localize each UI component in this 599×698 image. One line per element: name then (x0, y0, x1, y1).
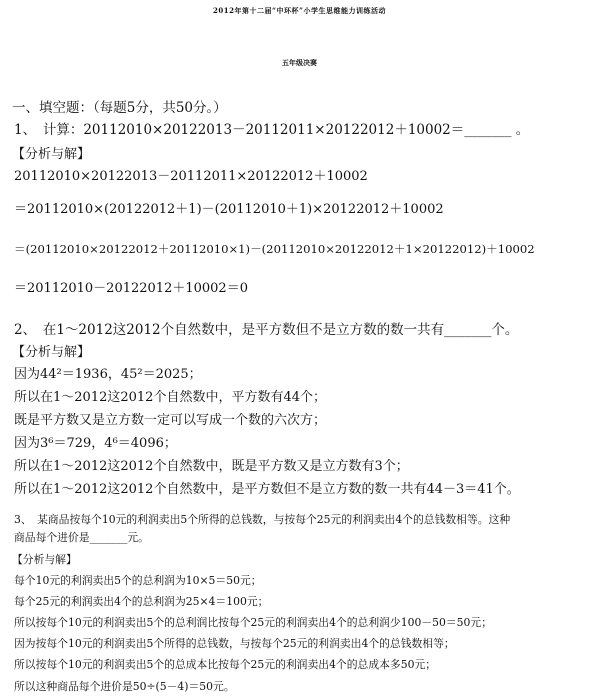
q3-line-4: 因为按每个10元的利润卖出5个所得的总钱数，与按每个25元的利润卖出4个的总钱数相等； (14, 637, 455, 650)
grade-subtitle: 五年级决赛 (282, 58, 317, 67)
q3-line-5: 所以按每个10元的利润卖出5个的总成本比按每个25元的利润卖出4个的总成本多50元； (14, 658, 437, 671)
q2-line-6: 所以在1～2012这2012个自然数中，是平方数但不是立方数的数一共有44－3＝41个。 (14, 482, 520, 497)
q2-line-4: 因为3⁶＝729，4⁶＝4096； (14, 436, 177, 451)
contest-title: 2012年第十二届“中环杯”小学生思维能力训练活动 (212, 6, 387, 15)
q2-analysis-header: 【分析与解】 (12, 345, 91, 360)
q2-line-1: 因为44²＝1936，45²＝2025； (14, 367, 202, 382)
q2-line-2: 所以在1～2012这2012个自然数中，平方数有44个； (14, 390, 326, 405)
q3-line-1: 每个10元的利润卖出5个的总利润为10×5＝50元； (14, 574, 262, 587)
q1-line-1: 20112010×20122013－20112011×20122012＋10002 (14, 169, 368, 184)
q3-analysis-header: 【分析与解】 (12, 553, 77, 566)
q3-line-3: 所以按每个10元的利润卖出5个的总利润比按每个25元的利润卖出4个的总利润少100－50＝50元； (14, 616, 492, 629)
q2-line-5: 所以在1～2012这2012个自然数中，既是平方数又是立方数有3个； (14, 459, 409, 474)
q2-question: 2、 在1～2012这2012个自然数中，是平方数但不是立方数的数一共有_______个。 (14, 322, 519, 338)
section-heading: 一、填空题：（每题5分，共50分。） (12, 100, 227, 116)
q3-line-2: 每个25元的利润卖出4个的总利润为25×4＝100元； (14, 595, 269, 608)
q3-question-line-2: 商品每个进价是_______元。 (14, 531, 149, 544)
q2-line-3: 既是平方数又是立方数一定可以写成一个数的六次方； (14, 413, 327, 428)
q1-analysis-header: 【分析与解】 (12, 147, 91, 162)
q1-line-2: ＝20112010×(20122012＋1)－(20112010＋1)×20122012＋10002 (14, 202, 444, 217)
q1-question: 1、 计算：20112010×20122013－20112011×20122012＋10002＝_______ 。 (14, 122, 530, 138)
q3-line-6: 所以这种商品每个进价是50÷(5－4)＝50元。 (14, 680, 235, 693)
q1-line-4: ＝20112010－20122012＋10002＝0 (14, 281, 248, 296)
q1-line-3: ＝(20112010×20122012＋20112010×1)－(20112010×20122012＋1×20122012)＋10002 (14, 242, 535, 256)
q3-question-line-1: 3、 某商品按每个10元的利润卖出5个所得的总钱数，与按每个25元的利润卖出4个的总钱数相等。这种 (14, 513, 511, 526)
